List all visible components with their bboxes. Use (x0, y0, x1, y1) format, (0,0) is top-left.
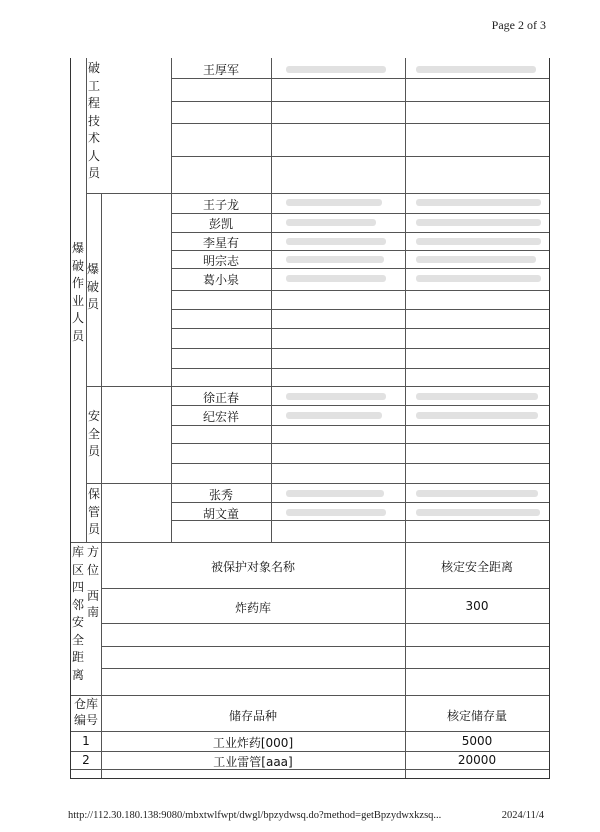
blaster-name: 彭凯 (208, 217, 233, 231)
outer-group-label: 爆破作业人员 (71, 241, 84, 343)
blaster-name: 明宗志 (202, 254, 239, 268)
storage-amount: 20000 (457, 753, 497, 767)
keeper-group-label: 保管员 (87, 487, 100, 536)
storage-type: 工业雷管[aaa] (213, 755, 293, 769)
blaster-name: 王子龙 (202, 198, 239, 212)
storage-index: 2 (82, 753, 90, 767)
storage-amount: 5000 (461, 734, 493, 748)
header-storage-amount: 核定储存量 (446, 709, 507, 723)
direction-label: 方位 (86, 545, 99, 577)
distance-object: 炸药库 (234, 601, 271, 615)
distance-value: 300 (465, 599, 489, 613)
header-protected-object: 被保护对象名称 (210, 560, 295, 574)
safety-group-label: 安全员 (87, 409, 100, 458)
blaster-name: 葛小泉 (202, 273, 239, 287)
keeper-name: 胡文童 (202, 507, 239, 521)
storage-index: 1 (82, 734, 90, 748)
blaster-name: 李星有 (202, 236, 239, 250)
page-number: Page 2 of 3 (491, 18, 546, 32)
safety-name: 纪宏祥 (202, 410, 239, 424)
license-table (70, 58, 550, 779)
tech-group-label: 破工程技术人员 (87, 61, 100, 180)
storage-type: 工业炸药[000] (212, 736, 294, 750)
tech-name: 王厚军 (202, 63, 239, 77)
footer-date: 2024/11/4 (501, 810, 544, 821)
keeper-name: 张秀 (208, 488, 233, 502)
header-safety-distance: 核定安全距离 (440, 560, 513, 574)
header-warehouse-index: 仓库编号 (73, 697, 98, 727)
distance-direction: 西南 (86, 589, 99, 619)
footer-url: http://112.30.180.138:9080/mbxtwlfwpt/dwgl/bpzydwsq.do?method=getBpzydwxkzsq... (68, 810, 442, 821)
header-storage-type: 储存品种 (228, 709, 277, 723)
distance-section-label: 库区四邻安全距离 (71, 545, 84, 682)
blaster-group-label: 爆破员 (86, 262, 99, 311)
safety-name: 徐正春 (202, 391, 239, 405)
